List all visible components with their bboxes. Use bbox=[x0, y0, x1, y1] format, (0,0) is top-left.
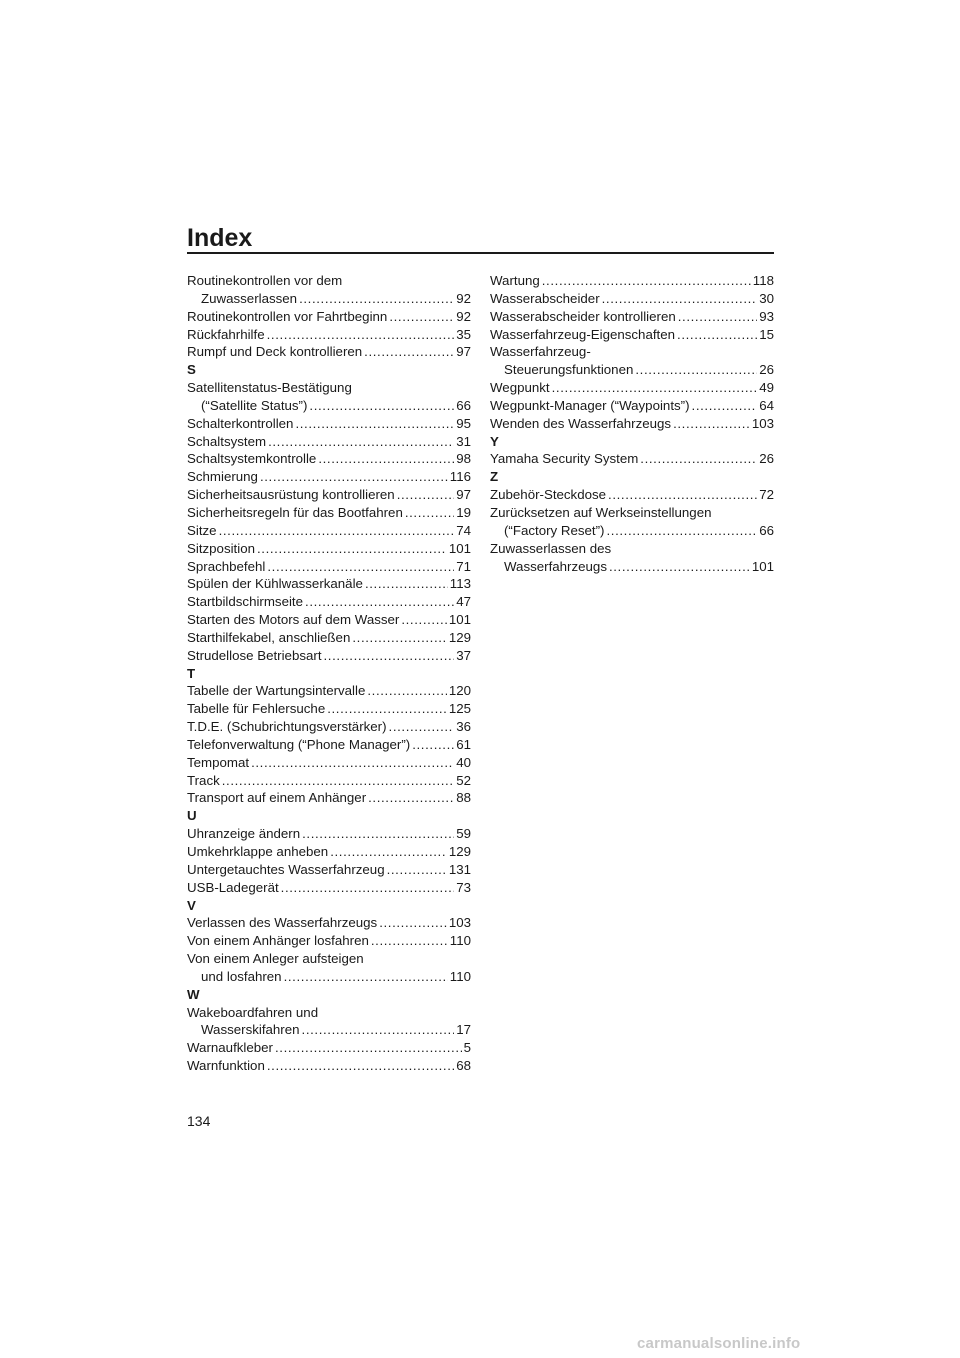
index-entry bbox=[490, 308, 774, 326]
index-entry bbox=[490, 343, 774, 379]
entry-text: Wasserskifahren bbox=[201, 1022, 300, 1038]
entry-page: 37 bbox=[456, 647, 471, 663]
index-entry bbox=[187, 522, 471, 540]
entry-page: 125 bbox=[448, 701, 471, 717]
entry-page: 61 bbox=[456, 736, 471, 752]
index-entry bbox=[187, 861, 471, 879]
entry-page: 40 bbox=[456, 754, 471, 770]
dot-leader bbox=[367, 682, 446, 700]
entry-text: T.D.E. (Schubrichtungsverstärker) bbox=[187, 719, 387, 735]
index-entry bbox=[187, 754, 471, 772]
entry-page: 17 bbox=[456, 1022, 471, 1038]
dot-leader bbox=[365, 575, 448, 593]
index-entry bbox=[490, 272, 774, 290]
entry-text: Von einem Anhänger losfahren bbox=[187, 933, 369, 949]
index-entry bbox=[490, 290, 774, 308]
index-entry bbox=[187, 772, 471, 790]
dot-leader bbox=[606, 522, 757, 540]
entry-text: Routinekontrollen vor dem bbox=[187, 273, 343, 288]
entry-text: Starten des Motors auf dem Wasser bbox=[187, 612, 400, 628]
index-entry-line bbox=[187, 825, 471, 843]
entry-text: Wasserabscheider kontrollieren bbox=[490, 308, 676, 324]
dot-leader bbox=[251, 754, 454, 772]
dot-leader bbox=[405, 504, 454, 522]
dot-leader bbox=[692, 397, 758, 415]
entry-text: Tempomat bbox=[187, 754, 250, 770]
index-entry bbox=[187, 700, 471, 718]
dot-leader bbox=[305, 593, 454, 611]
entry-text: Wartung bbox=[490, 273, 540, 288]
index-entry bbox=[187, 611, 471, 629]
entry-text: und losfahren bbox=[201, 968, 282, 984]
index-entry-line bbox=[490, 272, 774, 290]
index-entry-line bbox=[187, 843, 471, 861]
entry-text: Steuerungsfunktionen bbox=[504, 362, 634, 378]
entry-text: Spülen der Kühlwasserkanäle bbox=[187, 576, 363, 592]
index-entry-line bbox=[490, 361, 774, 379]
entry-page: 30 bbox=[759, 290, 774, 306]
dot-leader bbox=[219, 522, 455, 540]
entry-text: Schalterkontrollen bbox=[187, 415, 294, 431]
dot-leader bbox=[609, 558, 750, 576]
dot-leader bbox=[268, 433, 454, 451]
index-entry-line bbox=[187, 700, 471, 718]
index-entry bbox=[187, 789, 471, 807]
index-entry-line bbox=[187, 343, 471, 361]
dot-leader bbox=[267, 558, 454, 576]
entry-text: Schaltsystemkontrolle bbox=[187, 451, 317, 467]
index-letter: Z bbox=[490, 469, 499, 485]
index-entry bbox=[187, 879, 471, 897]
entry-text: Zuwasserlassen des bbox=[490, 540, 612, 556]
index-entry-line bbox=[490, 415, 774, 433]
dot-leader bbox=[379, 914, 447, 932]
entry-text: Wasserabscheider bbox=[490, 290, 600, 306]
entry-text: Uhranzeige ändern bbox=[187, 826, 301, 842]
entry-text: Zurücksetzen auf Werkseinstellungen bbox=[490, 504, 712, 520]
index-entry-line bbox=[187, 861, 471, 879]
index-entry-line bbox=[187, 450, 471, 468]
dot-leader bbox=[281, 879, 455, 897]
index-entry-line bbox=[187, 932, 471, 950]
index-entry bbox=[187, 415, 471, 433]
dot-leader bbox=[318, 450, 454, 468]
entry-text: Wasserfahrzeug-Eigenschaften bbox=[490, 326, 676, 342]
dot-leader bbox=[324, 647, 455, 665]
entry-page: 98 bbox=[456, 451, 471, 467]
index-entry-line bbox=[187, 772, 471, 790]
entry-page: 72 bbox=[759, 487, 774, 503]
entry-text: Schaltsystem bbox=[187, 433, 267, 449]
index-entry-line bbox=[187, 682, 471, 700]
index-entry bbox=[187, 647, 471, 665]
index-entry-line bbox=[187, 397, 471, 415]
index-entry-line bbox=[187, 629, 471, 647]
index-entry-line bbox=[187, 575, 471, 593]
index-entry bbox=[490, 486, 774, 504]
index-entry-line bbox=[187, 914, 471, 932]
index-entry bbox=[490, 379, 774, 397]
entry-page: 101 bbox=[448, 612, 471, 628]
index-entry-line bbox=[490, 308, 774, 326]
index-entry-line bbox=[490, 522, 774, 540]
entry-page: 129 bbox=[448, 629, 471, 645]
index-entry-line bbox=[187, 415, 471, 433]
index-entry bbox=[490, 504, 774, 540]
entry-text: (“Factory Reset”) bbox=[504, 522, 605, 538]
index-entry-line bbox=[187, 879, 471, 897]
entry-text: Rückfahrhilfe bbox=[187, 326, 265, 342]
index-entry bbox=[187, 593, 471, 611]
dot-leader bbox=[299, 290, 454, 308]
index-entry-line bbox=[187, 326, 471, 344]
entry-page: 101 bbox=[448, 540, 471, 556]
entry-text: Tabelle für Fehlersuche bbox=[187, 701, 326, 717]
index-entry-line bbox=[187, 486, 471, 504]
entry-text: Satellitenstatus-Bestätigung bbox=[187, 380, 352, 396]
index-entry bbox=[187, 629, 471, 647]
index-entry-line bbox=[490, 486, 774, 504]
index-entry-line bbox=[490, 558, 774, 576]
entry-page: 113 bbox=[449, 576, 471, 592]
entry-page: 120 bbox=[448, 683, 471, 699]
entry-text: Routinekontrollen vor Fahrtbeginn bbox=[187, 308, 388, 324]
entry-page: 73 bbox=[456, 879, 471, 895]
index-entry bbox=[187, 540, 471, 558]
index-entry-line bbox=[187, 647, 471, 665]
dot-leader bbox=[401, 611, 446, 629]
entry-text: Zuwasserlassen bbox=[201, 290, 298, 306]
dot-leader bbox=[309, 397, 454, 415]
dot-leader bbox=[640, 450, 757, 468]
dot-leader bbox=[368, 789, 454, 807]
index-entry bbox=[187, 575, 471, 593]
entry-text: Warnaufkleber bbox=[187, 1040, 273, 1056]
entry-text: Track bbox=[187, 772, 220, 788]
entry-text: Sitze bbox=[187, 522, 217, 538]
index-entry bbox=[490, 450, 774, 468]
index-entry-line bbox=[187, 968, 471, 986]
index-entry bbox=[187, 932, 471, 950]
entry-text: Wasserfahrzeugs bbox=[504, 558, 607, 574]
dot-leader bbox=[284, 968, 448, 986]
index-entry bbox=[187, 1039, 471, 1057]
entry-text: Verlassen des Wasserfahrzeugs bbox=[187, 915, 378, 931]
title-rule bbox=[187, 252, 774, 254]
index-entry-line bbox=[490, 397, 774, 415]
dot-leader bbox=[302, 825, 454, 843]
index-entry-line bbox=[187, 1039, 471, 1057]
entry-page: 59 bbox=[456, 826, 471, 842]
index-column-right bbox=[490, 272, 774, 575]
entry-page: 52 bbox=[456, 772, 471, 788]
entry-page: 19 bbox=[456, 504, 471, 520]
index-entry bbox=[490, 397, 774, 415]
dot-leader bbox=[673, 415, 750, 433]
index-letter: W bbox=[187, 986, 200, 1002]
index-entry-line bbox=[187, 789, 471, 807]
entry-page: 26 bbox=[759, 362, 774, 378]
index-entry-line bbox=[490, 379, 774, 397]
dot-leader bbox=[635, 361, 757, 379]
index-entry-line bbox=[187, 1057, 471, 1075]
entry-text: Transport auf einem Anhänger bbox=[187, 790, 367, 806]
dot-leader bbox=[552, 379, 758, 397]
index-entry-line bbox=[187, 754, 471, 772]
index-entry-line bbox=[490, 326, 774, 344]
entry-page: 64 bbox=[759, 397, 774, 413]
index-entry bbox=[187, 450, 471, 468]
page-number: 134 bbox=[187, 1113, 211, 1129]
index-entry-line bbox=[187, 540, 471, 558]
entry-page: 118 bbox=[752, 273, 774, 288]
dot-leader bbox=[542, 272, 751, 290]
dot-leader bbox=[222, 772, 454, 790]
entry-page: 71 bbox=[456, 558, 471, 574]
index-letter: Y bbox=[490, 433, 499, 449]
index-column-left bbox=[187, 272, 471, 1075]
entry-text: Startbildschirmseite bbox=[187, 594, 304, 610]
entry-page: 129 bbox=[448, 844, 471, 859]
entry-text: Von einem Anleger aufsteigen bbox=[187, 951, 364, 967]
entry-text: Strudellose Betriebsart bbox=[187, 647, 322, 663]
index-entry bbox=[187, 718, 471, 736]
page-title: Index bbox=[187, 224, 253, 252]
entry-text: Sitzposition bbox=[187, 540, 255, 556]
entry-page: 66 bbox=[456, 397, 471, 413]
entry-text: Sprachbefehl bbox=[187, 558, 266, 574]
dot-leader bbox=[302, 1021, 455, 1039]
dot-leader bbox=[364, 343, 454, 361]
dot-leader bbox=[260, 468, 448, 486]
index-entry bbox=[187, 272, 471, 308]
index-entry bbox=[187, 486, 471, 504]
entry-page: 101 bbox=[751, 558, 774, 574]
entry-text: Wegpunkt bbox=[490, 380, 550, 396]
entry-page: 5 bbox=[463, 1040, 471, 1056]
index-entry bbox=[187, 1057, 471, 1075]
entry-text: Wakeboardfahren und bbox=[187, 1004, 319, 1020]
entry-page: 15 bbox=[759, 326, 774, 342]
entry-text: Telefonverwaltung (“Phone Manager”) bbox=[187, 736, 411, 752]
entry-text: Rumpf und Deck kontrollieren bbox=[187, 344, 363, 360]
index-entry bbox=[187, 736, 471, 754]
dot-leader bbox=[397, 486, 455, 504]
entry-text: Umkehrklappe anheben bbox=[187, 844, 329, 859]
entry-text: USB-Ladegerät bbox=[187, 879, 279, 895]
entry-page: 88 bbox=[456, 790, 471, 806]
dot-leader bbox=[602, 290, 758, 308]
index-entry bbox=[490, 540, 774, 576]
dot-leader bbox=[389, 718, 455, 736]
entry-page: 103 bbox=[448, 915, 471, 931]
entry-text: (“Satellite Status”) bbox=[201, 397, 308, 413]
entry-page: 92 bbox=[456, 308, 471, 324]
dot-leader bbox=[412, 736, 454, 754]
index-entry bbox=[187, 914, 471, 932]
entry-page: 97 bbox=[456, 344, 471, 360]
index-entry bbox=[187, 343, 471, 361]
index-entry-line bbox=[490, 290, 774, 308]
index-entry-line bbox=[187, 736, 471, 754]
entry-page: 97 bbox=[456, 487, 471, 503]
entry-text: Sicherheitsregeln für das Bootfahren bbox=[187, 504, 403, 520]
entry-page: 74 bbox=[456, 522, 471, 538]
dot-leader bbox=[677, 326, 757, 344]
dot-leader bbox=[352, 629, 446, 647]
index-entry-line bbox=[490, 450, 774, 468]
index-entry bbox=[187, 504, 471, 522]
index-entry bbox=[187, 558, 471, 576]
entry-page: 110 bbox=[449, 968, 471, 984]
dot-leader bbox=[275, 1039, 462, 1057]
index-entry-line bbox=[187, 433, 471, 451]
index-entry-line bbox=[187, 593, 471, 611]
dot-leader bbox=[257, 540, 447, 558]
index-entry-line bbox=[187, 468, 471, 486]
dot-leader bbox=[387, 861, 447, 879]
entry-text: Wegpunkt-Manager (“Waypoints”) bbox=[490, 397, 690, 413]
entry-text: Tabelle der Wartungsintervalle bbox=[187, 683, 366, 699]
index-entry-line bbox=[187, 1021, 471, 1039]
index-entry-line bbox=[187, 522, 471, 540]
entry-page: 103 bbox=[751, 415, 774, 431]
entry-page: 92 bbox=[456, 290, 471, 306]
index-letter: S bbox=[187, 362, 196, 378]
index-entry bbox=[187, 433, 471, 451]
dot-leader bbox=[295, 415, 454, 433]
index-entry-line bbox=[187, 611, 471, 629]
index-entry bbox=[187, 308, 471, 326]
index-letter: T bbox=[187, 665, 196, 681]
index-entry bbox=[490, 326, 774, 344]
index-entry bbox=[187, 825, 471, 843]
dot-leader bbox=[371, 932, 448, 950]
entry-page: 31 bbox=[456, 433, 471, 449]
dot-leader bbox=[327, 700, 447, 718]
entry-page: 68 bbox=[456, 1058, 471, 1074]
entry-text: Wasserfahrzeug- bbox=[490, 344, 591, 360]
index-entry-line bbox=[187, 718, 471, 736]
dot-leader bbox=[267, 326, 455, 344]
entry-text: Schmierung bbox=[187, 469, 258, 485]
entry-page: 35 bbox=[456, 326, 471, 342]
entry-page: 49 bbox=[759, 380, 774, 396]
entry-text: Zubehör-Steckdose bbox=[490, 487, 607, 503]
entry-page: 116 bbox=[449, 469, 471, 485]
index-entry-line bbox=[187, 290, 471, 308]
index-letter: V bbox=[187, 897, 196, 913]
entry-page: 93 bbox=[759, 308, 774, 324]
index-entry bbox=[187, 950, 471, 986]
entry-text: Wenden des Wasserfahrzeugs bbox=[490, 415, 672, 431]
entry-text: Yamaha Security System bbox=[490, 451, 639, 467]
index-entry bbox=[187, 843, 471, 861]
index-entry-line bbox=[187, 308, 471, 326]
index-entry bbox=[187, 1004, 471, 1040]
index-letter: U bbox=[187, 808, 197, 824]
dot-leader bbox=[267, 1057, 454, 1075]
footer-watermark: carmanualsonline.info bbox=[637, 1335, 801, 1352]
entry-page: 110 bbox=[449, 933, 471, 949]
index-entry bbox=[187, 379, 471, 415]
entry-text: Sicherheitsausrüstung kontrollieren bbox=[187, 487, 395, 503]
entry-page: 95 bbox=[456, 415, 471, 431]
index-entry bbox=[187, 468, 471, 486]
index-entry-line bbox=[187, 558, 471, 576]
index-entry bbox=[490, 415, 774, 433]
entry-page: 66 bbox=[759, 522, 774, 538]
index-entry bbox=[187, 326, 471, 344]
entry-page: 131 bbox=[448, 861, 471, 877]
index-entry bbox=[187, 682, 471, 700]
dot-leader bbox=[678, 308, 757, 326]
entry-page: 36 bbox=[456, 719, 471, 735]
dot-leader bbox=[330, 843, 447, 861]
dot-leader bbox=[389, 308, 454, 326]
entry-text: Untergetauchtes Wasserfahrzeug bbox=[187, 861, 385, 877]
entry-page: 47 bbox=[456, 594, 471, 610]
entry-text: Starthilfekabel, anschließen bbox=[187, 629, 351, 645]
index-entry-line bbox=[187, 504, 471, 522]
entry-text: Warnfunktion bbox=[187, 1058, 265, 1074]
entry-page: 26 bbox=[759, 451, 774, 467]
dot-leader bbox=[608, 486, 757, 504]
